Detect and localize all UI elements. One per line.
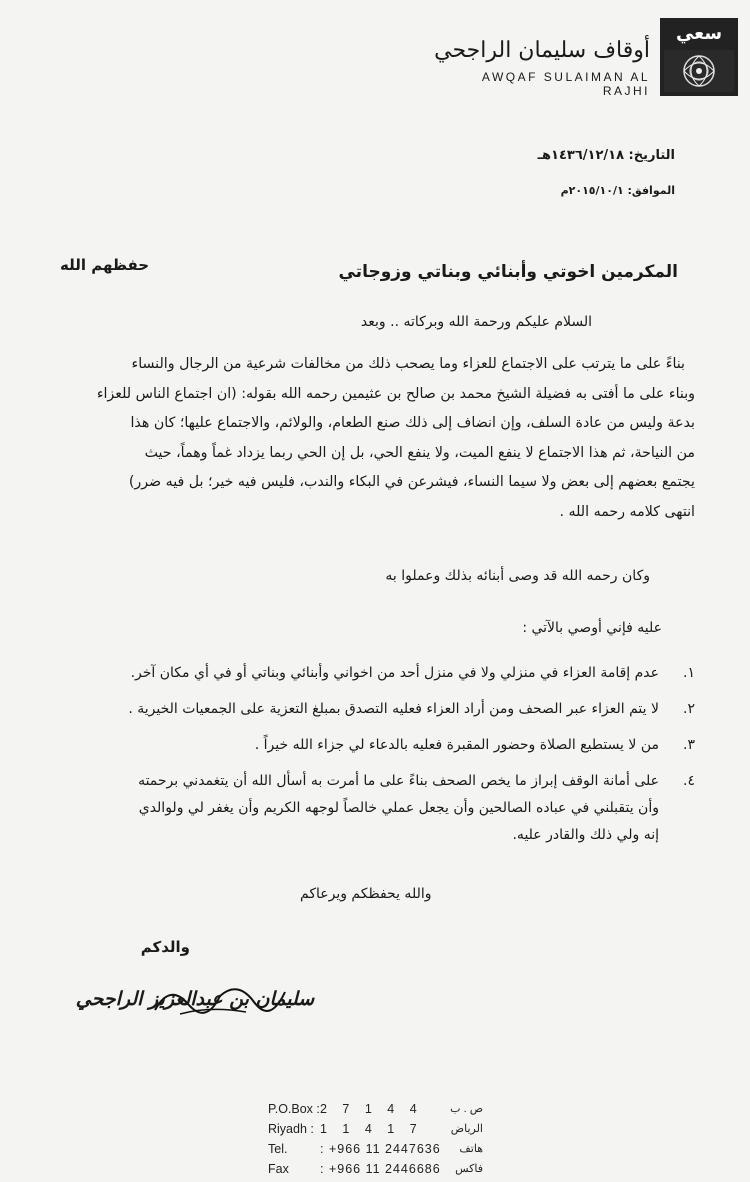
closing-dua: والله يحفظكم ويرعاكم: [300, 886, 432, 902]
body-line: من النياحة، ثم هذا الاجتماع لا ينفع الميت، ولا ينفع الحي، بل إن الحي ربما يزداد غماً وهماً، حيث: [144, 444, 695, 461]
list-item: [45, 660, 695, 687]
logo-wordmark: سعي: [675, 22, 723, 44]
body-line: يجتمع بعضهم إلى بعض ولا سيما النساء، فيشرعن في البكاء والندب، فليس فيه خير؛ بل فيه ضرر): [128, 474, 695, 491]
footer-value: 1 1 4 1 7: [320, 1122, 423, 1136]
footer-row: [268, 1102, 483, 1122]
signature: سليمان بن عبدالعزيز الراجحي: [75, 988, 315, 1010]
body-line: انتهى كلامه رحمه الله .: [559, 503, 695, 520]
footer-label: Riyadh :: [268, 1122, 314, 1136]
org-logo: [660, 18, 738, 96]
body-line: وبناء على ما أفتى به فضيلة الشيخ محمد بن صالح بن عثيمين رحمه الله بقوله: (ان اجتماع الناس للعزاء: [96, 385, 695, 402]
item-text: إنه ولي ذلك والقادر عليه.: [512, 827, 659, 843]
list-item: [45, 732, 695, 759]
footer-row: [268, 1122, 483, 1142]
footer-value: : +966 11 2447636: [320, 1142, 441, 1156]
list-item: [45, 768, 695, 849]
item-text: لا يتم العزاء عبر الصحف ومن أراد العزاء فعليه التصدق بمبلغ التعزية على الجمعيات الخيرية .: [128, 701, 659, 717]
item-number: ٢.: [683, 701, 695, 717]
footer-label: P.O.Box :: [268, 1102, 320, 1116]
logo-ornament-icon: [664, 50, 734, 92]
addressee-line: المكرمين اخوتي وأبنائي وبناتي وزوجاتي: [338, 262, 678, 282]
footer-label: Tel.: [268, 1142, 288, 1156]
walidkum-text: والدكم: [140, 938, 190, 956]
item-number: ١.: [683, 665, 695, 681]
item-number: ٣.: [683, 737, 695, 753]
hijri-date: التاريخ: ١٤٣٦/١٢/١٨هـ: [537, 148, 675, 163]
item-text: عدم إقامة العزاء في منزلي ولا في منزل أحد من اخواني وأبنائي وبناتي أو في أي مكان آخر.: [130, 665, 659, 681]
gregorian-date: الموافق: ٢٠١٥/١٠/١م: [560, 184, 675, 197]
item-text: من لا يستطيع الصلاة وحضور المقبرة فعليه بالدعاء لي جزاء الله خيراً .: [254, 737, 659, 753]
item-text: على أمانة الوقف إبراز ما يخص الصحف بناءً على ما أمرت به أسأل الله أن يتغمدني برحمته: [138, 773, 659, 789]
alayh-line: عليه فإني أوصي بالآتي :: [522, 620, 662, 636]
footer-label-ar: فاكس: [455, 1163, 483, 1175]
item-number: ٤.: [683, 773, 695, 789]
contact-footer: [268, 1102, 483, 1182]
salam-line: السلام عليكم ورحمة الله وبركاته .. وبعد: [360, 314, 592, 330]
footer-row: [268, 1162, 483, 1182]
footer-label-ar: هاتف: [459, 1143, 483, 1155]
body-line: بناءً على ما يترتب على الاجتماع للعزاء وما يصحب ذلك من مخالفات شرعية من الرجال والنساء: [131, 356, 685, 372]
footer-label-ar: الرياض: [450, 1123, 483, 1135]
list-item: [45, 696, 695, 723]
footer-value: 2 7 1 4 4: [320, 1102, 423, 1116]
kan-line: وكان رحمه الله قد وصى أبنائه بذلك وعملوا به: [385, 568, 650, 584]
body-line: بدعة وليس من عادة السلف، وإن انضاف إلى ذلك صنع الطعام، والولائم، والاجتماع عليها؛ كان هذا: [130, 415, 695, 432]
hafizahum-text: حفظهم الله: [60, 256, 150, 274]
body-paragraph: [55, 350, 695, 528]
footer-row: [268, 1142, 483, 1162]
footer-label-ar: ص . ب: [450, 1103, 483, 1115]
item-text: وأن يتقبلني في عباده الصالحين وأن يجعل عملي خالصاً لوجهه الكريم وأن يغفر لي ولوالدي: [138, 800, 659, 816]
org-name-english: AWQAF SULAIMAN AL RAJHI: [481, 70, 650, 98]
footer-value: : +966 11 2446686: [320, 1162, 441, 1176]
org-name-arabic: أوقاف سليمان الراجحي: [434, 38, 650, 63]
instructions-list: [45, 660, 695, 858]
footer-label: Fax: [268, 1162, 289, 1176]
